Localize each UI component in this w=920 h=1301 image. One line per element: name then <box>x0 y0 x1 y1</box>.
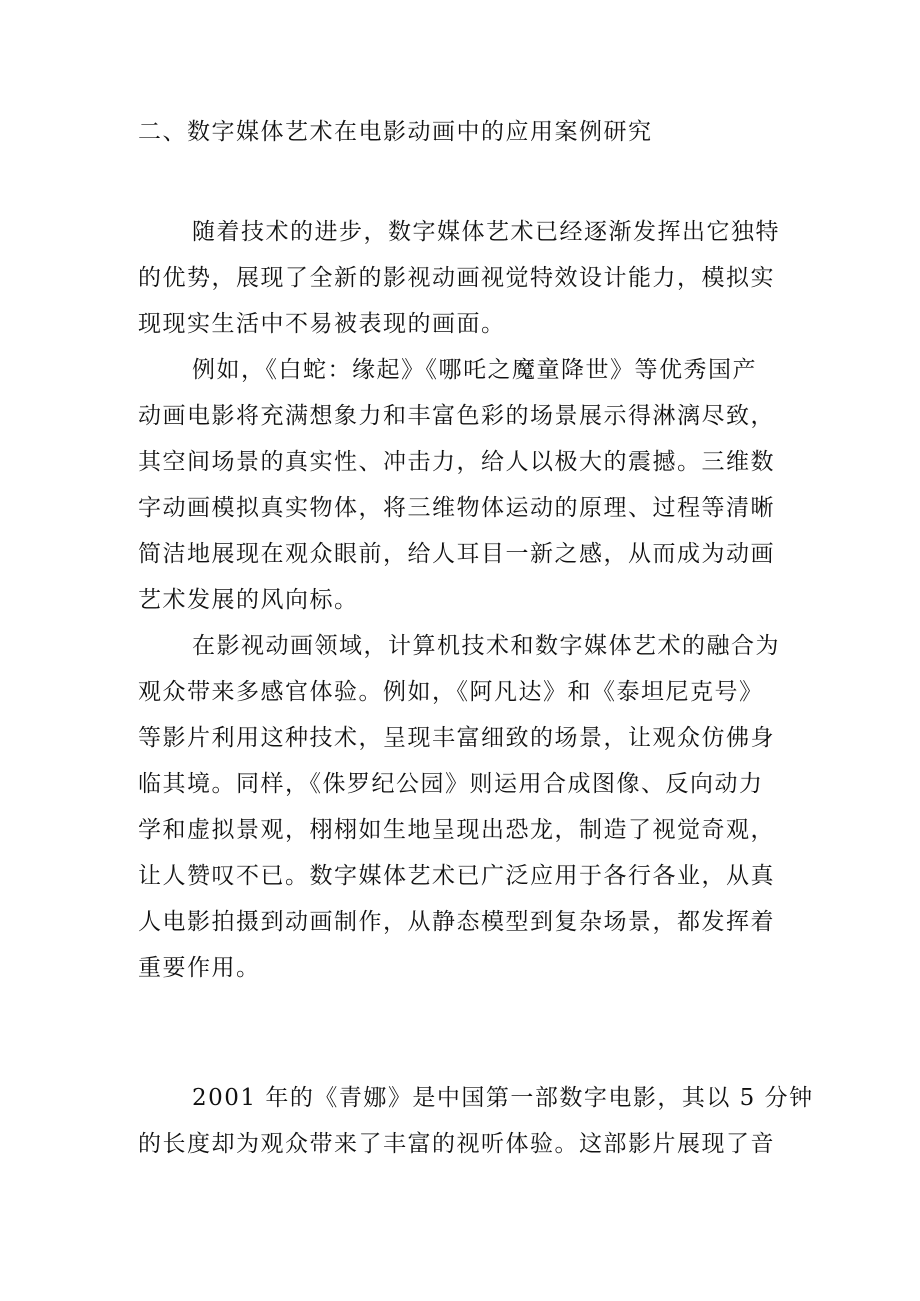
paragraph-3-line-7: 人电影拍摄到动画制作，从静态模型到复杂场景，都发挥着 <box>138 909 775 935</box>
paragraph-4-line-2: 的长度却为观众带来了丰富的视听体验。这部影片展现了音 <box>138 1131 775 1157</box>
paragraph-4-line-1: 2001 年的《青娜》是中国第一部数字电影，其以 5 分钟 <box>192 1085 814 1111</box>
paragraph-3-line-4: 临其境。同样，《侏罗纪公园》则运用合成图像、反向动力 <box>138 771 764 797</box>
paragraph-1-line-3: 现现实生活中不易被表现的画面。 <box>138 311 506 337</box>
paragraph-3-line-6: 让人赞叹不已。数字媒体艺术已广泛应用于各行各业，从真 <box>138 863 775 889</box>
paragraph-2-line-4: 字动画模拟真实物体，将三维物体运动的原理、过程等清晰 <box>138 495 775 521</box>
paragraph-2-line-1: 例如，《白蛇：缘起》《哪吒之魔童降世》等优秀国产 <box>192 357 757 383</box>
paragraph-2-line-6: 艺术发展的风向标。 <box>138 587 359 613</box>
paragraph-3-line-2: 观众带来多感官体验。例如，《阿凡达》和《泰坦尼克号》 <box>138 679 764 705</box>
paragraph-2-line-3: 其空间场景的真实性、冲击力，给人以极大的震撼。三维数 <box>138 449 775 475</box>
paragraph-1-line-2: 的优势，展现了全新的影视动画视觉特效设计能力，模拟实 <box>138 265 775 291</box>
paragraph-3-line-5: 学和虚拟景观，栩栩如生地呈现出恐龙，制造了视觉奇观， <box>138 817 775 843</box>
paragraph-2-line-5: 简洁地展现在观众眼前，给人耳目一新之感，从而成为动画 <box>138 541 775 567</box>
paragraph-3-line-1: 在影视动画领域，计算机技术和数字媒体艺术的融合为 <box>192 633 780 659</box>
paragraph-3-line-3: 等影片利用这种技术，呈现丰富细致的场景，让观众仿佛身 <box>138 725 775 751</box>
paragraph-3-line-8: 重要作用。 <box>138 955 261 981</box>
paragraph-1-line-1: 随着技术的进步，数字媒体艺术已经逐渐发挥出它独特 <box>192 219 780 245</box>
section-heading: 二、数字媒体艺术在电影动画中的应用案例研究 <box>138 119 653 145</box>
paragraph-2-line-2: 动画电影将充满想象力和丰富色彩的场景展示得淋漓尽致， <box>138 403 775 429</box>
